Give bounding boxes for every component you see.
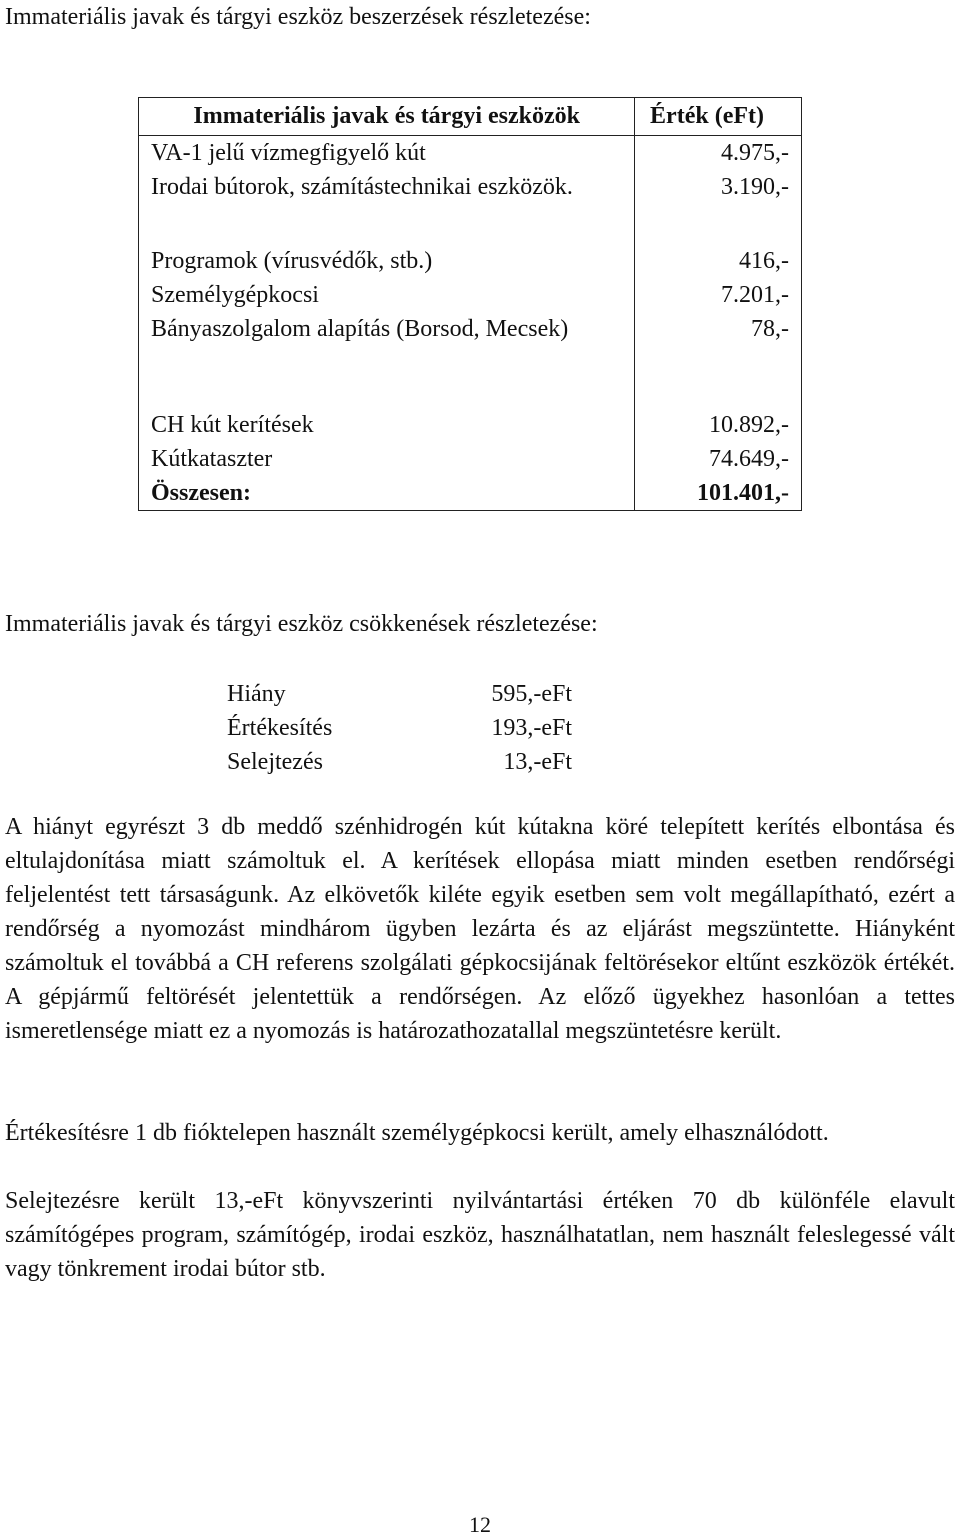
acquisitions-table [138, 97, 802, 511]
decrease-label: Selejtezés [227, 749, 323, 775]
list-item [227, 677, 627, 711]
decreases-heading: Immateriális javak és tárgyi eszköz csökkenések részletezése: [5, 611, 598, 637]
decrease-value: 193,-eFt [491, 715, 572, 741]
sale-explanation-paragraph: Értékesítésre 1 db fióktelepen használt személygépkocsi került, amely elhasználódott. [5, 1120, 829, 1146]
table-row [139, 312, 802, 408]
row-label: VA-1 jelű vízmegfigyelő kút [139, 136, 635, 171]
shortage-explanation-paragraph: A hiányt egyrészt 3 db meddő szénhidrogén kút kútakna köré telepített kerítés elbontása és eltulajdonítása miatt számoltuk el. A kerítések ellopása miatt minden esetben rendőrségi feljelentést tett társaságunk. Az elkövetők kiléte egyik esetben sem volt megállapítható, ezért a rendőrség a nyomozást mindhárom ügyben lezárta és az eljárást megszüntette. Hiányként számoltuk el továbbá a CH referens szolgálati gépkocsijának feltörésekor eltűnt eszközök értékét. A gépjármű feltörését jelentettük a rendőrségen. Az előző ügyekhez hasonlóan a tettes ismeretlensége miatt ez a nyomozás is határozathozatallal megszüntetésre került. [5, 814, 955, 1044]
decreases-list [227, 677, 627, 779]
row-value: 3.190,- [635, 170, 802, 244]
row-value: 78,- [635, 312, 802, 408]
total-label: Összesen: [139, 476, 635, 511]
page-number: 12 [469, 1512, 491, 1537]
table-total-row [139, 476, 802, 511]
col2-header: Érték (eFt) [635, 98, 802, 136]
row-value: 416,- [635, 244, 802, 278]
row-value: 7.201,- [635, 278, 802, 312]
row-label: Kútkataszter [139, 442, 635, 476]
table-row [139, 170, 802, 244]
decrease-label: Hiány [227, 681, 286, 707]
col1-header: Immateriális javak és tárgyi eszközök [139, 98, 635, 136]
total-value: 101.401,- [635, 476, 802, 511]
row-label: Személygépkocsi [139, 278, 635, 312]
row-label: Programok (vírusvédők, stb.) [139, 244, 635, 278]
row-value: 4.975,- [635, 136, 802, 171]
table-row [139, 408, 802, 442]
scrapping-explanation-paragraph: Selejtezésre került 13,-eFt könyvszerinti nyilvántartási értéken 70 db különféle elavult számítógépes program, számítógép, irodai eszköz, használhatatlan, nem használt feleslegessé vált vagy tönkrement irodai bútor stb. [5, 1188, 955, 1282]
decrease-label: Értékesítés [227, 715, 333, 741]
table-row [139, 244, 802, 278]
acquisitions-heading: Immateriális javak és tárgyi eszköz beszerzések részletezése: [5, 4, 591, 30]
row-label: Irodai bútorok, számítástechnikai eszközök. [139, 170, 635, 244]
table-row [139, 278, 802, 312]
table-header-row [139, 98, 802, 136]
table-row [139, 136, 802, 171]
row-label: CH kút kerítések [139, 408, 635, 442]
row-label: Bányaszolgalom alapítás (Borsod, Mecsek) [139, 312, 635, 408]
list-item [227, 711, 627, 745]
row-value: 74.649,- [635, 442, 802, 476]
decrease-value: 595,-eFt [491, 681, 572, 707]
list-item [227, 745, 627, 779]
decrease-value: 13,-eFt [503, 749, 572, 775]
row-value: 10.892,- [635, 408, 802, 442]
table-row [139, 442, 802, 476]
